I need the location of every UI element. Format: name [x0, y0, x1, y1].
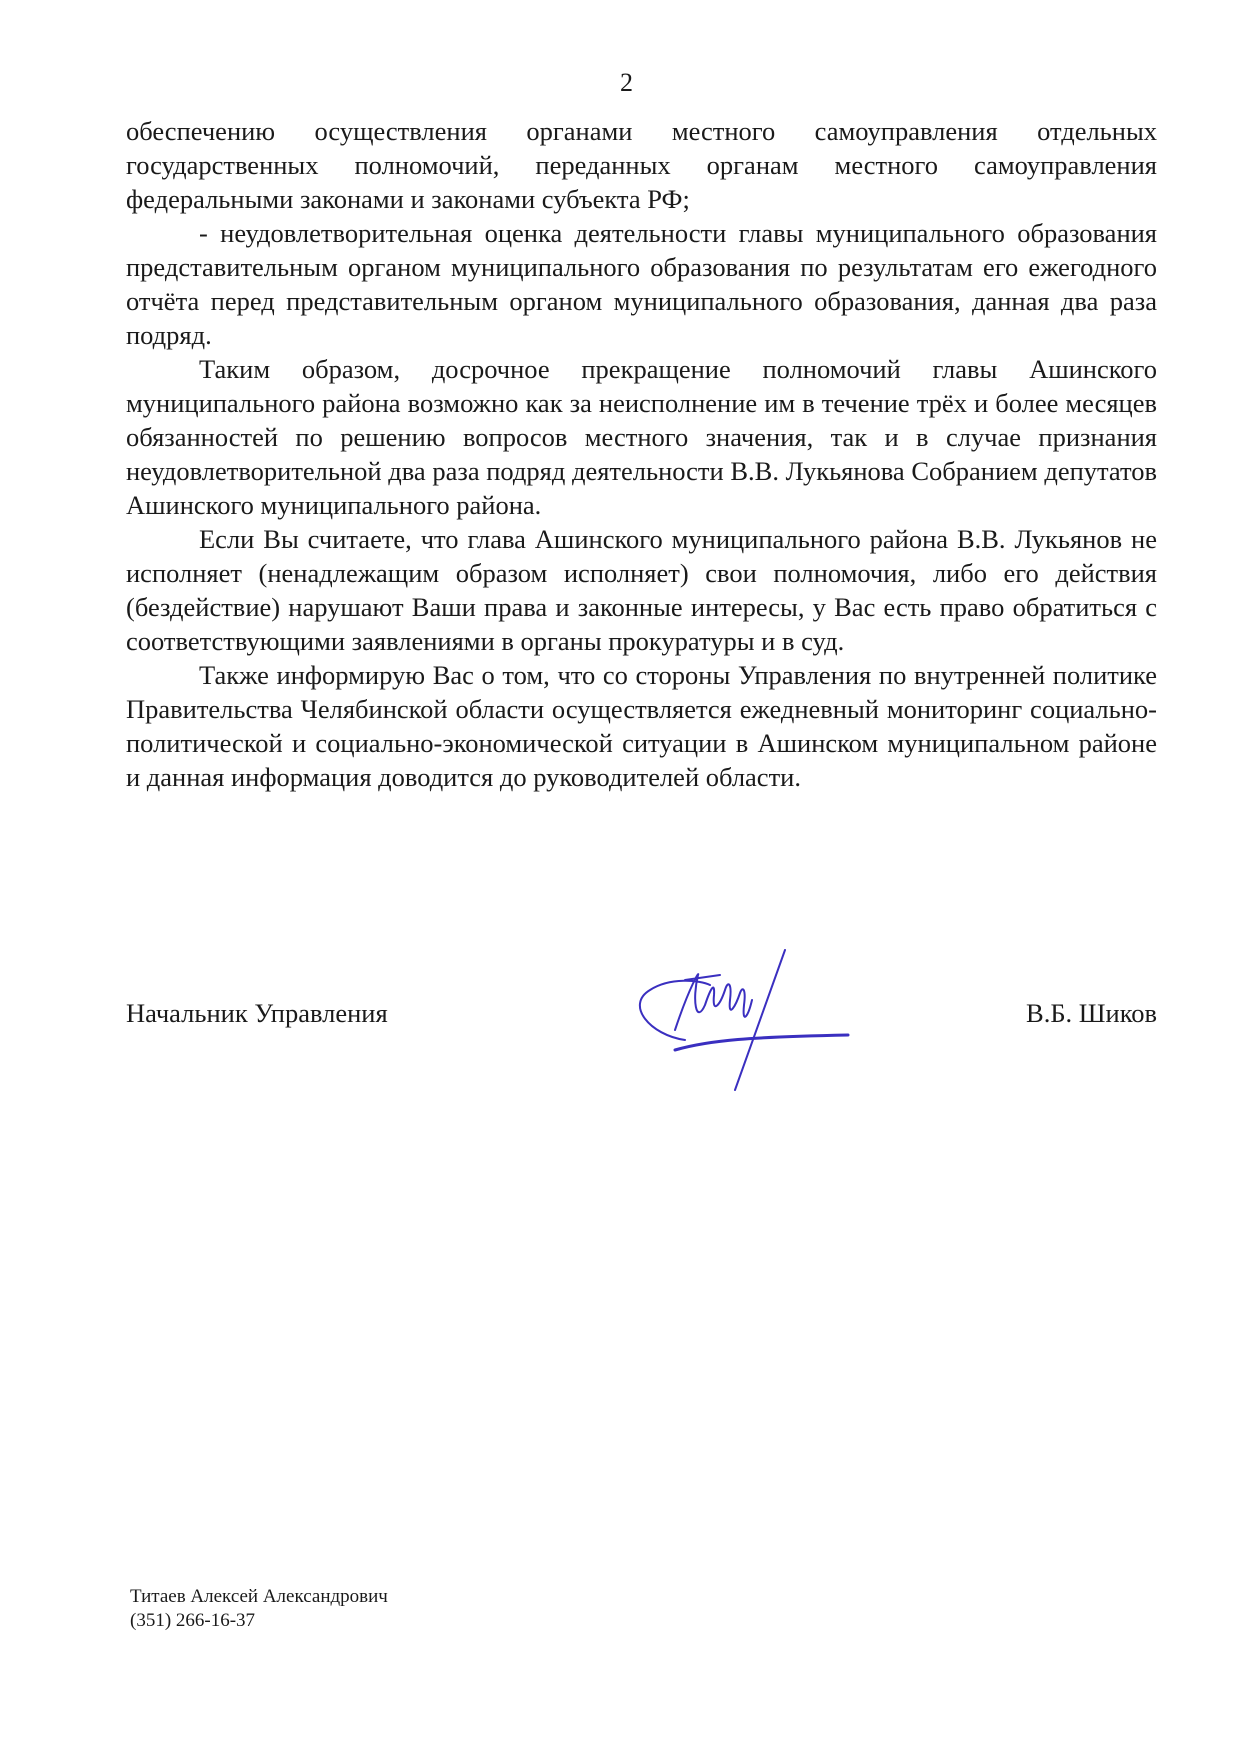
paragraph-monitoring: Также информирую Вас о том, что со стороны Управления по внутренней политике Правительства Челябинской области осуществляется ежедневный мониторинг социально-политической и социально-экономической ситуации в Ашинском муниципальном районе и данная информация доводится до руководителей области. [126, 660, 1157, 792]
paragraph-list-item: - неудовлетворительная оценка деятельности главы муниципального образования представительным органом муниципального образования по результатам его ежегодного отчёта перед представительным органом муниципального образования, данная два раза подряд. [126, 218, 1157, 350]
page-number: 2 [620, 68, 633, 97]
executor-phone: (351) 266-16-37 [130, 1610, 256, 1631]
executor-info [130, 1585, 388, 1633]
signer-position: Начальник Управления [126, 998, 388, 1028]
paragraph-continuation: обеспечению осуществления органами местного самоуправления отдельных государственных полномочий, переданных органам местного самоуправления федеральными законами и законами субъекта РФ; [126, 116, 1157, 214]
executor-name: Титаев Алексей Александрович [130, 1586, 388, 1607]
paragraph-rights: Если Вы считаете, что глава Ашинского муниципального района В.В. Лукьянов не исполняет (ненадлежащим образом исполняет) свои полномочия, либо его действия (бездействие) нарушают Ваши права и законные интересы, у Вас есть право обратиться с соответствующими заявлениями в органы прокуратуры и в суд. [126, 524, 1157, 656]
handwritten-signature [630, 945, 860, 1095]
signer-name: В.Б. Шиков [1026, 998, 1157, 1028]
paragraph-conclusion: Таким образом, досрочное прекращение полномочий главы Ашинского муниципального района возможно как за неисполнение им в течение трёх и более месяцев обязанностей по решению вопросов местного значения, так и в случае признания неудовлетворительной два раза подряд деятельности В.В. Лукьянова Собранием депутатов Ашинского муниципального района. [126, 354, 1157, 520]
letter-body [126, 114, 1157, 794]
